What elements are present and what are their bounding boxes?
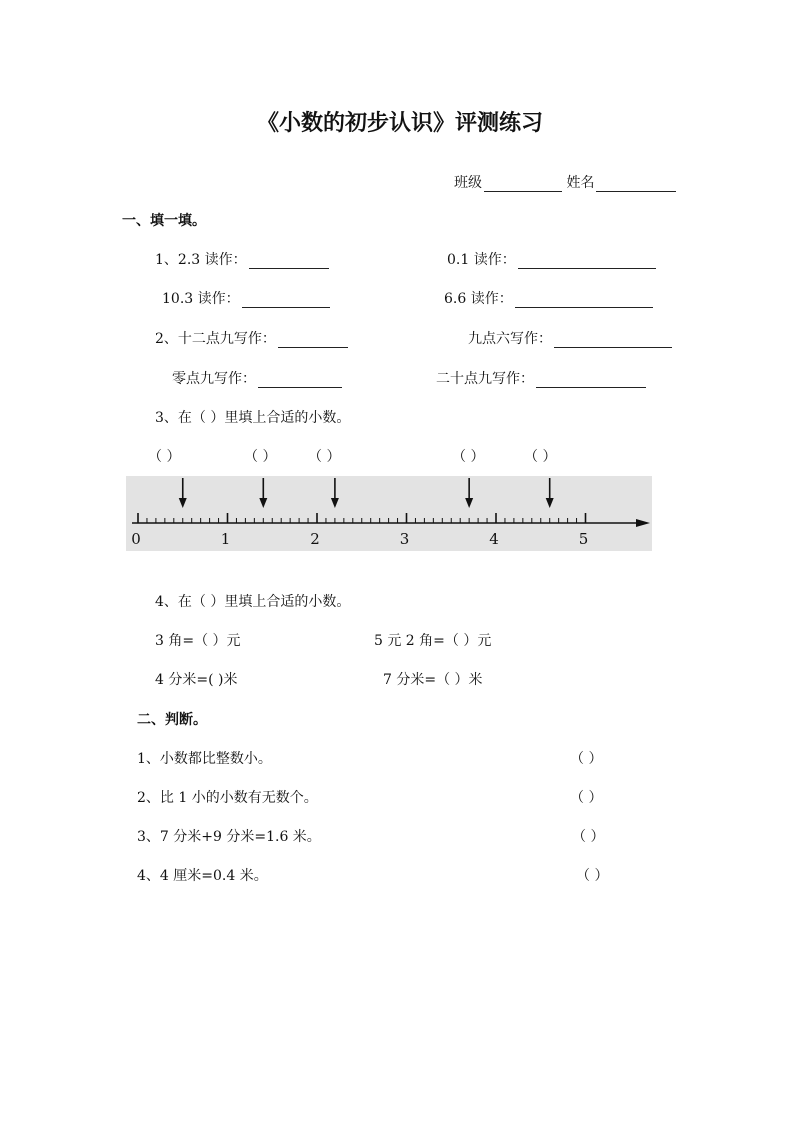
q1-a-text: 1、2.3 读作： [155,252,247,268]
q1-b-text: 0.1 读作： [447,252,516,268]
q2-item-d [436,368,646,388]
class-blank[interactable] [484,177,562,192]
q1-item-b [447,249,656,269]
q2-b-text: 九点六写作： [468,331,552,347]
number-line-label: 0 [131,530,141,548]
judge-item-2: 2、比 1 小的小数有无数个。 [137,790,318,806]
judge-item-1: 1、小数都比整数小。 [137,751,272,767]
q1-d-text: 6.6 读作： [444,291,513,307]
q2-b-blank[interactable] [554,333,672,348]
q1-c-blank[interactable] [242,293,330,308]
number-line-label: 2 [310,530,320,548]
section1-heading: 一、填一填。 [122,213,206,229]
q2-a-blank[interactable] [278,333,348,348]
number-line-label: 1 [220,530,231,548]
q1-item-c [162,288,330,308]
q3-prompt: 3、在（ ）里填上合适的小数。 [155,410,351,426]
q4-item-a[interactable]: 3 角=（ ）元 [155,633,241,649]
q1-c-text: 10.3 读作： [162,291,240,307]
judge-answer-3[interactable]: （ ） [572,829,605,845]
judge-answer-4[interactable]: （ ） [576,868,609,884]
judge-item-3: 3、7 分米+9 分米=1.6 米。 [137,829,321,845]
number-line-label: 5 [578,530,589,548]
page-title: 《小数的初步认识》评测练习 [256,111,543,136]
q2-d-blank[interactable] [536,373,646,388]
q4-item-b[interactable]: 5 元 2 角=（ ）元 [374,633,492,649]
student-info [454,172,676,192]
judge-answer-1[interactable]: （ ） [570,751,603,767]
q1-b-blank[interactable] [518,254,656,269]
judge-answer-2[interactable]: （ ） [570,790,603,806]
q3-answer-paren-1[interactable]: （ ） [148,449,181,465]
q4-item-c[interactable]: 4 分米=( )米 [155,672,238,688]
q2-c-blank[interactable] [258,373,342,388]
q4-item-d[interactable]: 7 分米=（ ）米 [383,672,483,688]
q2-a-text: 2、十二点九写作： [155,331,276,347]
q1-d-blank[interactable] [515,293,653,308]
q3-answer-paren-2[interactable]: （ ） [244,449,277,465]
q1-a-blank[interactable] [249,254,329,269]
number-line-background [126,476,652,551]
q2-item-b [468,328,672,348]
number-line-label: 4 [489,530,499,548]
number-line-image [126,476,652,551]
q2-c-text: 零点九写作： [172,371,256,387]
q3-answer-paren-4[interactable]: （ ） [452,449,485,465]
q4-prompt: 4、在（ ）里填上合适的小数。 [155,594,351,610]
q3-answer-paren-3[interactable]: （ ） [308,449,341,465]
q2-item-a [155,328,348,348]
q3-answer-paren-5[interactable]: （ ） [524,449,557,465]
judge-item-4: 4、4 厘米=0.4 米。 [137,868,268,884]
section2-heading: 二、判断。 [137,712,207,728]
name-label: 姓名 [566,175,595,191]
q2-item-c [172,368,342,388]
q1-item-a [155,249,329,269]
number-line-label: 3 [399,530,410,548]
q2-d-text: 二十点九写作： [436,371,534,387]
name-blank[interactable] [596,177,676,192]
q1-item-d [444,288,653,308]
class-label: 班级 [454,175,482,191]
